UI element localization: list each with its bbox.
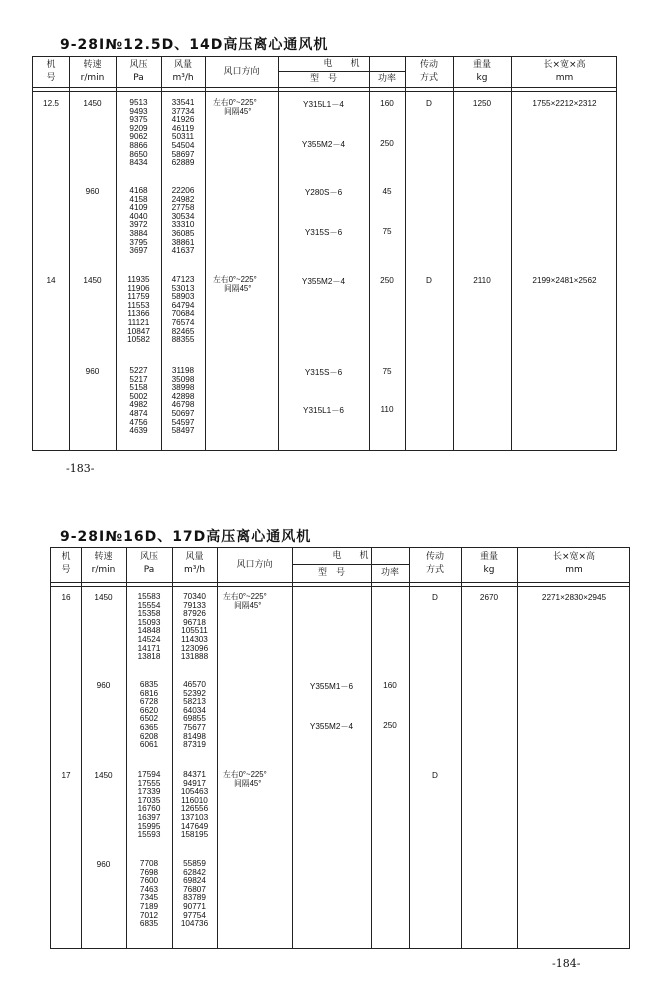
cell-flow-list: 47123 53013 58903 64794 70684 76574 82465 88355 [171,275,195,345]
cell-speed: 1450 [83,276,102,285]
cell-outlet: 左右0°~225° 间隔45° [213,275,257,293]
header-pressure: 风压 Pa [129,60,148,83]
cell-pressure-list: 17594 17555 17339 17035 16760 16397 15995 15593 [137,770,161,840]
cell-flow-list: 22206 24982 27758 30534 33310 36085 38861 41637 [171,186,195,256]
cell-weight: 2670 [479,593,499,602]
header-dims: 长×宽×高 mm [543,60,586,83]
spec-table-top [32,56,617,451]
cell-pressure-list: 7708 7698 7600 7463 7345 7189 7012 6835 [139,859,159,929]
cell-motor-model: Y315L1－4 [303,100,344,109]
cell-motor-model: Y315L1－6 [303,406,344,415]
header-outlet: 风口方向 [236,560,273,570]
cell-motor-power: 45 [382,187,392,196]
cell-flow-list: 33541 37734 41926 46119 50311 54504 58697 62889 [171,98,195,168]
header-outlet: 风口方向 [223,67,260,77]
header-speed: 转速 r/min [91,552,116,575]
header-drive: 传动 方式 [425,552,444,575]
cell-motor-model: Y355M2－4 [301,140,346,149]
cell-pressure-list: 9513 9493 9375 9209 9062 8866 8650 8434 [129,98,148,168]
header-weight: 重量 kg [472,60,491,83]
cell-machine-no: 16 [61,593,71,602]
page-number-top: -183- [66,462,95,475]
header-model: 型 号 [309,74,337,84]
cell-flow-list: 46570 52392 58213 64034 69855 75677 81498 87319 [183,680,206,750]
cell-motor-model: Y355M1－6 [309,682,354,691]
header-weight: 重量 kg [479,552,498,575]
cell-flow-list: 70340 79133 87926 96718 105511 114303 123096 131888 [180,592,209,662]
cell-speed: 960 [85,367,100,376]
cell-outlet: 左右0°~225° 间隔45° [223,770,267,788]
cell-motor-power: 75 [382,227,392,236]
header-power: 功率 [377,74,396,84]
header-flow: 风量 m³/h [183,552,206,575]
header-power: 功率 [380,568,399,578]
header-flow: 风量 m³/h [172,60,194,83]
cell-pressure-list: 15583 15554 15358 15093 14848 14524 14171 13818 [137,592,161,662]
cell-motor-model: Y315S－6 [304,368,343,377]
cell-speed: 960 [96,681,111,690]
cell-drive: D [426,276,432,285]
cell-pressure-list: 11935 11906 11759 11553 11366 11121 10847 10582 [127,275,150,345]
cell-speed: 1450 [94,771,113,780]
cell-outlet: 左右0°~225° 间隔45° [213,98,257,116]
header-motor: 电 机 [332,551,369,561]
cell-drive: D [432,593,438,602]
header-speed: 转速 r/min [80,60,105,83]
cell-flow-list: 55859 62842 69824 76807 83789 90771 97754 104736 [180,859,209,929]
cell-machine-no: 17 [61,771,71,780]
cell-weight: 1250 [472,99,492,108]
cell-motor-model: Y280S－6 [304,188,343,197]
cell-motor-model: Y355M2－4 [301,277,346,286]
cell-machine-no: 12.5 [43,99,59,108]
table-title-bottom: 9-28Ⅰ№16D、17D高压离心通风机 [60,529,312,545]
header-machine-no: 机 号 [61,552,71,575]
table-title-top: 9-28Ⅰ№12.5D、14D高压离心通风机 [60,37,329,53]
cell-dims: 2199×2481×2562 [532,276,597,285]
cell-speed: 960 [96,860,111,869]
header-drive: 传动 方式 [419,60,438,83]
cell-motor-power: 250 [383,721,397,730]
cell-speed: 1450 [83,99,102,108]
cell-dims: 2271×2830×2945 [541,593,607,602]
cell-pressure-list: 4168 4158 4109 4040 3972 3884 3795 3697 [129,186,148,256]
cell-motor-power: 160 [383,681,397,690]
cell-speed: 960 [85,187,100,196]
cell-machine-no: 14 [46,276,56,285]
header-motor: 电 机 [323,59,360,69]
cell-pressure-list: 6835 6816 6728 6620 6502 6365 6208 6061 [139,680,159,750]
cell-motor-model: Y315S－6 [304,228,343,237]
cell-motor-power: 250 [380,276,394,285]
spec-table-bottom [50,547,630,949]
header-dims: 长×宽×高 mm [552,552,596,575]
cell-drive: D [432,771,438,780]
cell-outlet: 左右0°~225° 间隔45° [223,592,267,610]
header-model: 型 号 [317,568,345,578]
header-pressure: 风压 Pa [139,552,158,575]
cell-motor-power: 160 [380,99,394,108]
cell-flow-list: 84371 94917 105463 116010 126556 137103 147649 158195 [180,770,209,840]
header-machine-no: 机 号 [46,60,56,83]
cell-motor-power: 75 [382,367,392,376]
cell-weight: 2110 [473,276,491,285]
cell-motor-power: 250 [380,139,394,148]
page-number-bottom: -184- [552,957,581,970]
cell-drive: D [426,99,432,108]
cell-motor-model: Y355M2－4 [309,722,354,731]
cell-pressure-list: 5227 5217 5158 5002 4982 4874 4756 4639 [129,366,148,436]
cell-flow-list: 31198 35098 38998 42898 46798 50697 54597 58497 [171,366,195,436]
cell-dims: 1755×2212×2312 [532,99,597,108]
cell-speed: 1450 [94,593,113,602]
cell-motor-power: 110 [380,405,394,414]
